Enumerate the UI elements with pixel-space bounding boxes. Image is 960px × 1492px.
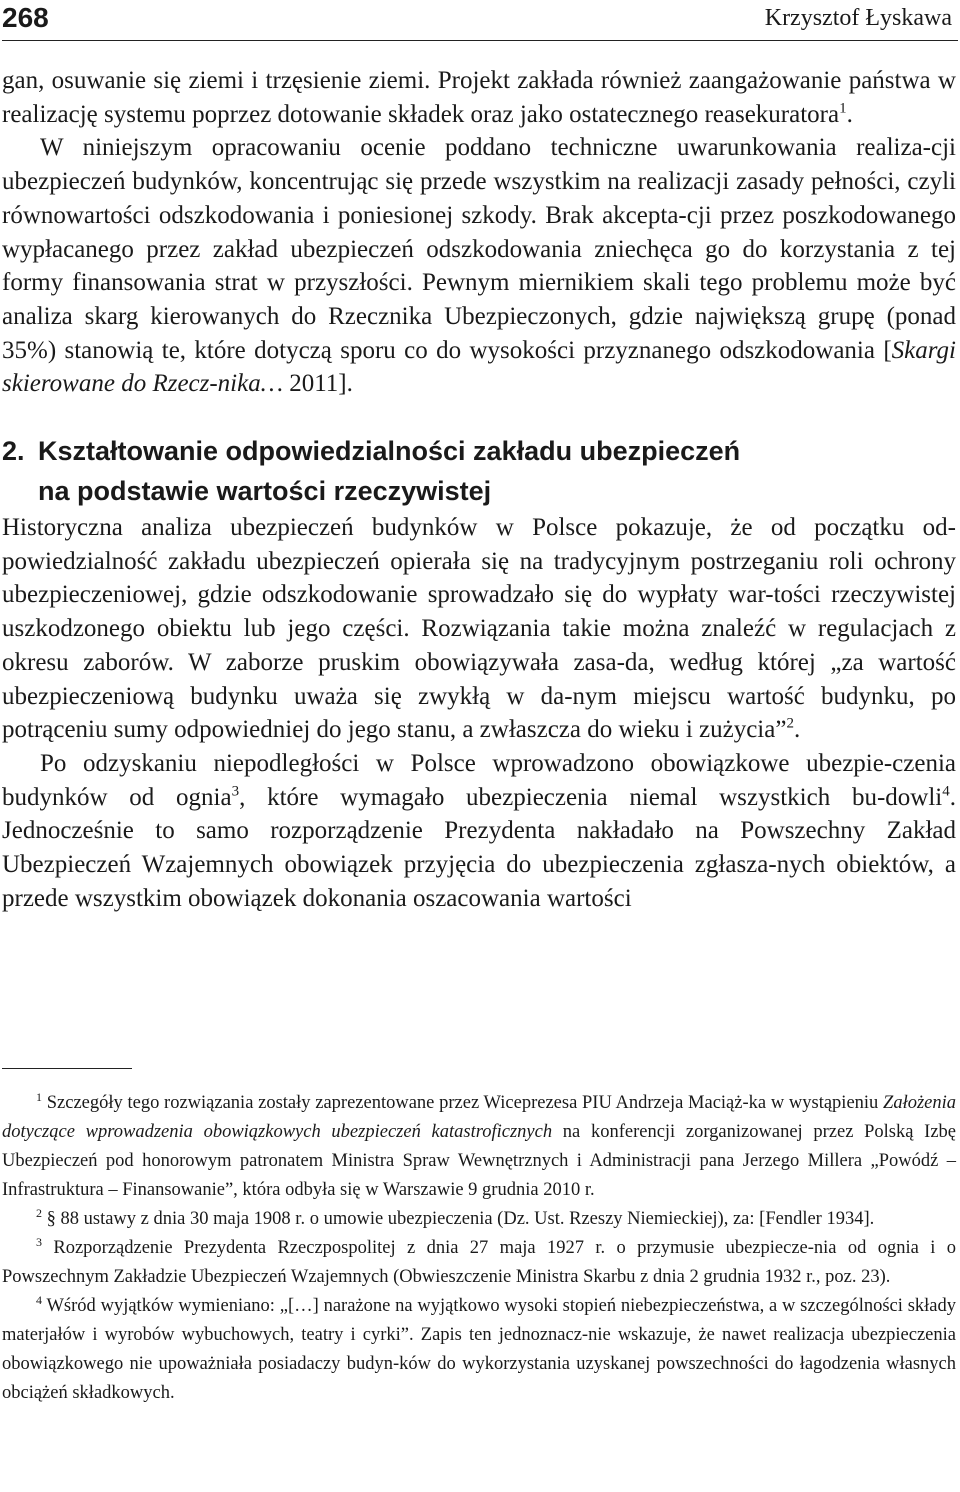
footnote-separator <box>2 1068 132 1069</box>
footnote-3-text: Rozporządzenie Prezydenta Rzeczpospolitej z dnia 27 maja 1927 r. o przymusie ubezpiecze-nia od ognia i o Powszechnym Zakładzie Ubezpieczeń Wzajemnych (Obwieszczenie Ministra Skarbu z dnia 2 grudnia 1932 r., poz. 23). <box>2 1238 956 1287</box>
paragraph-1 <box>2 64 956 131</box>
footnotes <box>2 1089 956 1408</box>
running-head-author: Krzysztof Łyskawa <box>764 5 952 31</box>
section-title-line-1: Kształtowanie odpowiedzialności zakładu ubezpieczeń <box>38 436 741 467</box>
footnote-ref-4: 4 <box>942 783 950 800</box>
paragraph-2-text: W niniejszym opracowaniu ocenie poddano techniczne uwarunkowania realiza-cji ubezpieczeń budynków, koncentrując się przede wszystkim na realizacji zasady pełności, czyli równowartości odszkodowania i poniesionej szkody. Brak akcepta-cji przez poszkodowanego wypłacanego przez zakład ubezpieczeń odszkodowania zniechęca go do korzystania z tej formy finansowania strat w przyszłości. Pewnym miernikiem skali tego problemu może być analiza skarg kierowanych do Rzecznika Ubezpieczonych, gdzie największą grupę (ponad 35%) stanowią te, które dotyczą sporu co do wysokości przyznanego odszkodowania [ <box>2 134 956 364</box>
footnote-3 <box>2 1234 956 1292</box>
footnote-1-text-end: na konferencji zorganizowanej przez Polską Izbę Ubezpieczeń pod honorowym patronatem Ministra Spraw Wewnętrznych i Administracji pana Jerzego Millera „Powódź – Infrastruktura – Finansowanie”, która odbyła się w Warszawie 9 grudnia 2010 r. <box>2 1122 956 1200</box>
footnote-mark-3: 3 <box>36 1234 42 1249</box>
footnote-ref-1: 1 <box>839 100 847 117</box>
header-rule <box>2 40 958 41</box>
footnote-ref-3: 3 <box>231 783 240 800</box>
footnote-mark-2: 2 <box>36 1205 42 1220</box>
paragraph-3-text: Historyczna analiza ubezpieczeń budynków w Polsce pokazuje, że od początku od-powiedzialność zakładu ubezpieczeń opierała się na tradycyjnym postrzeganiu roli ochrony ubezpieczeniowej, gdzie odszkodowanie sprowadzało się do wypłaty war-tości rzeczywistej uszkodzonego obiektu lub jego części. Rozwiązania takie można znaleźć w regulacjach z okresu zaborów. W zaborze pruskim obowiązywała zasa-da, według której „za wartość ubezpieczeniową budynku uważa się zwykłą w da-nym miejscu wartość budynku, po potrąceniu sumy odpowiedniej do jego stanu, a zwłaszcza do wieku i zużycia” <box>2 514 956 744</box>
page-header <box>2 2 952 34</box>
paragraph-1-text: gan, osuwanie się ziemi i trzęsienie ziemi. Projekt zakłada również zaangażowanie państwa w realizację systemu poprzez dotowanie składek oraz jako ostatecznego reasekuratora <box>2 67 956 128</box>
paragraph-3-end: . <box>793 716 801 744</box>
footnote-2-text: § 88 ustawy z dnia 30 maja 1908 r. o umowie ubezpieczenia (Dz. Ust. Rzeszy Niemieckiej), za: [Fendler 1934]. <box>46 1209 875 1229</box>
body-text <box>2 64 956 915</box>
footnote-mark-1: 1 <box>36 1089 42 1104</box>
footnote-mark-4: 4 <box>36 1292 42 1307</box>
footnote-4 <box>2 1292 956 1408</box>
footnote-1-text: Szczegóły tego rozwiązania zostały zaprezentowane przez Wiceprezesa PIU Andrzeja Maciąż-ka w wystąpieniu <box>46 1093 884 1113</box>
paragraph-4-text-a: Po odzyskaniu niepodległości w Polsce wprowadzono obowiązkowe ubezpie-czenia budynków od ognia <box>2 749 956 811</box>
paragraph-4-text-c: . Jednocześnie to samo rozporządzenie Prezydenta nakładało na Powszechny Zakład Ubezpieczeń Wzajemnych obowiązek przyjęcia do ubezpieczenia zgłasza-nych obiektów, a przede wszystkim obowiązek dokonania oszacowania wartości <box>2 783 956 912</box>
footnote-1 <box>2 1089 956 1205</box>
footnote-1-italic: Założenia dotyczące wprowadzenia obowiązkowych ubezpieczeń katastroficznych <box>2 1093 957 1142</box>
footnote-2 <box>2 1205 956 1234</box>
paragraph-4 <box>2 747 956 916</box>
section-number: 2. <box>2 436 25 467</box>
footnote-4-text: Wśród wyjątków wymieniano: „[…] narażone na wyjątkowo wysoki stopień niebezpieczeństwa, a w szczególności składy materjałów i wyrobów wybuchowych, teatry i cyrki”. Zapis ten jednoznacz-nie wskazuje, że nawet realizacja ubezpieczenia obowiązkowego nie upoważniała posiadaczy budyn-ków do wykorzystania uzyskanej powszechności do łagodzenia własnych obciążeń składkowych. <box>2 1296 956 1403</box>
paragraph-4-text-b: , które wymagało ubezpieczenia niemal wszystkich bu-dowli <box>239 783 943 811</box>
paragraph-3 <box>2 511 956 747</box>
paragraph-2 <box>2 131 956 401</box>
page-number: 268 <box>2 2 49 33</box>
section-heading <box>2 431 956 511</box>
footnote-ref-2: 2 <box>786 715 794 732</box>
paragraph-1-end: . <box>846 100 853 128</box>
citation-italic: Skargi skierowane do Rzecz-nika… <box>2 336 956 398</box>
section-title-line-2: na podstawie wartości rzeczywistej <box>38 476 492 507</box>
paragraph-2-end: 2011]. <box>282 370 353 398</box>
